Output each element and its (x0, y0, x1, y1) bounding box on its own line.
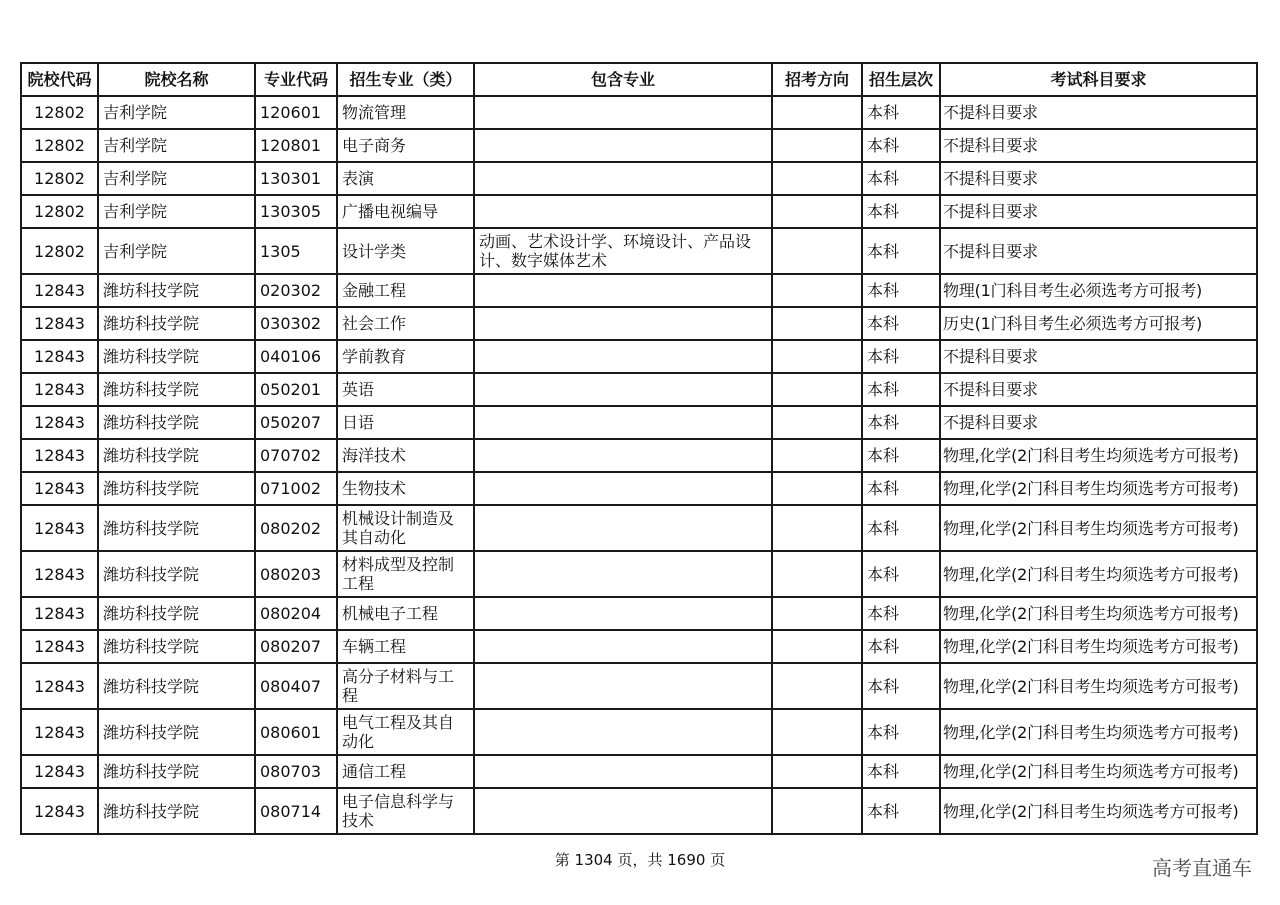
included-majors-cell (474, 373, 772, 406)
table-row (21, 195, 1257, 228)
level-cell: 本科 (862, 551, 940, 597)
level-cell: 本科 (862, 788, 940, 834)
major-cell: 设计学类 (337, 228, 474, 274)
table-row (21, 373, 1257, 406)
direction-cell (772, 755, 862, 788)
table-row (21, 663, 1257, 709)
major-code-cell: 030302 (255, 307, 337, 340)
included-majors-cell: 动画、艺术设计学、环境设计、产品设计、数字媒体艺术 (474, 228, 772, 274)
major-cell: 车辆工程 (337, 630, 474, 663)
major-code-cell: 080714 (255, 788, 337, 834)
direction-cell (772, 472, 862, 505)
included-majors-cell (474, 709, 772, 755)
level-cell: 本科 (862, 373, 940, 406)
included-majors-cell (474, 755, 772, 788)
table-row (21, 788, 1257, 834)
level-cell: 本科 (862, 340, 940, 373)
school-name-cell: 潍坊科技学院 (98, 340, 255, 373)
page-number: 第 1304 页，共 1690 页 (554, 851, 726, 869)
school-name-cell: 潍坊科技学院 (98, 709, 255, 755)
table-row (21, 472, 1257, 505)
requirement-cell: 物理,化学(2门科目考生均须选考方可报考) (940, 505, 1257, 551)
table-body (21, 96, 1257, 834)
level-cell: 本科 (862, 129, 940, 162)
direction-cell (772, 129, 862, 162)
table-row (21, 439, 1257, 472)
major-code-cell: 070702 (255, 439, 337, 472)
school-name-cell: 潍坊科技学院 (98, 788, 255, 834)
school-code-cell: 12843 (21, 755, 98, 788)
school-name-cell: 潍坊科技学院 (98, 373, 255, 406)
header-major-code: 专业代码 (255, 63, 337, 96)
table-row (21, 96, 1257, 129)
requirement-cell: 不提科目要求 (940, 340, 1257, 373)
direction-cell (772, 630, 862, 663)
school-name-cell: 潍坊科技学院 (98, 755, 255, 788)
major-code-cell: 020302 (255, 274, 337, 307)
requirement-cell: 物理(1门科目考生必须选考方可报考) (940, 274, 1257, 307)
major-cell: 电子信息科学与技术 (337, 788, 474, 834)
included-majors-cell (474, 96, 772, 129)
direction-cell (772, 96, 862, 129)
requirement-cell: 不提科目要求 (940, 373, 1257, 406)
direction-cell (772, 788, 862, 834)
school-code-cell: 12843 (21, 551, 98, 597)
major-code-cell: 080601 (255, 709, 337, 755)
requirement-cell: 物理,化学(2门科目考生均须选考方可报考) (940, 597, 1257, 630)
school-name-cell: 潍坊科技学院 (98, 630, 255, 663)
requirement-cell: 物理,化学(2门科目考生均须选考方可报考) (940, 788, 1257, 834)
major-cell: 电子商务 (337, 129, 474, 162)
header-included-majors: 包含专业 (474, 63, 772, 96)
level-cell: 本科 (862, 195, 940, 228)
school-name-cell: 潍坊科技学院 (98, 274, 255, 307)
level-cell: 本科 (862, 597, 940, 630)
table-row (21, 505, 1257, 551)
school-code-cell: 12843 (21, 340, 98, 373)
level-cell: 本科 (862, 96, 940, 129)
major-code-cell: 1305 (255, 228, 337, 274)
included-majors-cell (474, 307, 772, 340)
major-cell: 机械电子工程 (337, 597, 474, 630)
school-name-cell: 潍坊科技学院 (98, 597, 255, 630)
level-cell: 本科 (862, 307, 940, 340)
school-code-cell: 12843 (21, 439, 98, 472)
major-cell: 高分子材料与工程 (337, 663, 474, 709)
table-row (21, 307, 1257, 340)
included-majors-cell (474, 340, 772, 373)
included-majors-cell (474, 788, 772, 834)
included-majors-cell (474, 406, 772, 439)
direction-cell (772, 551, 862, 597)
major-cell: 海洋技术 (337, 439, 474, 472)
table-row (21, 162, 1257, 195)
direction-cell (772, 274, 862, 307)
requirement-cell: 不提科目要求 (940, 129, 1257, 162)
direction-cell (772, 228, 862, 274)
requirement-cell: 物理,化学(2门科目考生均须选考方可报考) (940, 755, 1257, 788)
level-cell: 本科 (862, 274, 940, 307)
watermark-text: 高考直通车 (1152, 856, 1252, 880)
major-cell: 金融工程 (337, 274, 474, 307)
table-row (21, 755, 1257, 788)
major-cell: 社会工作 (337, 307, 474, 340)
major-cell: 机械设计制造及其自动化 (337, 505, 474, 551)
major-cell: 物流管理 (337, 96, 474, 129)
included-majors-cell (474, 439, 772, 472)
table-row (21, 597, 1257, 630)
school-code-cell: 12843 (21, 788, 98, 834)
direction-cell (772, 597, 862, 630)
included-majors-cell (474, 129, 772, 162)
header-level: 招生层次 (862, 63, 940, 96)
school-code-cell: 12802 (21, 195, 98, 228)
direction-cell (772, 709, 862, 755)
requirement-cell: 历史(1门科目考生必须选考方可报考) (940, 307, 1257, 340)
school-name-cell: 潍坊科技学院 (98, 406, 255, 439)
school-name-cell: 吉利学院 (98, 195, 255, 228)
major-cell: 学前教育 (337, 340, 474, 373)
major-code-cell: 120801 (255, 129, 337, 162)
school-code-cell: 12843 (21, 663, 98, 709)
major-code-cell: 080203 (255, 551, 337, 597)
school-code-cell: 12843 (21, 597, 98, 630)
major-code-cell: 071002 (255, 472, 337, 505)
school-name-cell: 潍坊科技学院 (98, 551, 255, 597)
school-code-cell: 12843 (21, 373, 98, 406)
major-cell: 通信工程 (337, 755, 474, 788)
requirement-cell: 物理,化学(2门科目考生均须选考方可报考) (940, 472, 1257, 505)
header-row (21, 63, 1257, 96)
level-cell: 本科 (862, 709, 940, 755)
header-major: 招生专业（类） (337, 63, 474, 96)
level-cell: 本科 (862, 439, 940, 472)
table-row (21, 630, 1257, 663)
major-code-cell: 080204 (255, 597, 337, 630)
level-cell: 本科 (862, 755, 940, 788)
requirement-cell: 不提科目要求 (940, 406, 1257, 439)
included-majors-cell (474, 274, 772, 307)
header-school-code: 院校代码 (21, 63, 98, 96)
major-cell: 生物技术 (337, 472, 474, 505)
included-majors-cell (474, 195, 772, 228)
school-name-cell: 吉利学院 (98, 228, 255, 274)
table-row (21, 709, 1257, 755)
requirement-cell: 物理,化学(2门科目考生均须选考方可报考) (940, 630, 1257, 663)
included-majors-cell (474, 162, 772, 195)
direction-cell (772, 307, 862, 340)
school-name-cell: 潍坊科技学院 (98, 663, 255, 709)
school-code-cell: 12802 (21, 96, 98, 129)
level-cell: 本科 (862, 505, 940, 551)
table-row (21, 228, 1257, 274)
school-name-cell: 潍坊科技学院 (98, 307, 255, 340)
major-cell: 材料成型及控制工程 (337, 551, 474, 597)
direction-cell (772, 663, 862, 709)
major-cell: 广播电视编导 (337, 195, 474, 228)
school-code-cell: 12843 (21, 630, 98, 663)
school-code-cell: 12843 (21, 274, 98, 307)
requirement-cell: 物理,化学(2门科目考生均须选考方可报考) (940, 709, 1257, 755)
school-name-cell: 吉利学院 (98, 162, 255, 195)
table-row (21, 551, 1257, 597)
direction-cell (772, 505, 862, 551)
requirement-cell: 不提科目要求 (940, 228, 1257, 274)
table-row (21, 340, 1257, 373)
major-cell: 英语 (337, 373, 474, 406)
major-code-cell: 080407 (255, 663, 337, 709)
direction-cell (772, 340, 862, 373)
school-code-cell: 12843 (21, 472, 98, 505)
school-code-cell: 12802 (21, 129, 98, 162)
major-code-cell: 040106 (255, 340, 337, 373)
school-code-cell: 12843 (21, 505, 98, 551)
level-cell: 本科 (862, 162, 940, 195)
included-majors-cell (474, 663, 772, 709)
header-school-name: 院校名称 (98, 63, 255, 96)
major-cell: 日语 (337, 406, 474, 439)
header-direction: 招考方向 (772, 63, 862, 96)
school-name-cell: 吉利学院 (98, 96, 255, 129)
table-row (21, 406, 1257, 439)
major-code-cell: 080703 (255, 755, 337, 788)
major-code-cell: 130301 (255, 162, 337, 195)
requirement-cell: 不提科目要求 (940, 96, 1257, 129)
level-cell: 本科 (862, 663, 940, 709)
school-name-cell: 潍坊科技学院 (98, 505, 255, 551)
school-code-cell: 12843 (21, 406, 98, 439)
direction-cell (772, 373, 862, 406)
major-cell: 表演 (337, 162, 474, 195)
table-row (21, 129, 1257, 162)
level-cell: 本科 (862, 228, 940, 274)
included-majors-cell (474, 551, 772, 597)
requirement-cell: 不提科目要求 (940, 162, 1257, 195)
included-majors-cell (474, 505, 772, 551)
included-majors-cell (474, 472, 772, 505)
included-majors-cell (474, 597, 772, 630)
direction-cell (772, 439, 862, 472)
header-requirement: 考试科目要求 (940, 63, 1257, 96)
table-header (21, 63, 1257, 96)
major-code-cell: 050201 (255, 373, 337, 406)
school-code-cell: 12843 (21, 307, 98, 340)
school-code-cell: 12843 (21, 709, 98, 755)
major-code-cell: 080202 (255, 505, 337, 551)
school-code-cell: 12802 (21, 228, 98, 274)
admissions-table (20, 62, 1258, 835)
major-code-cell: 080207 (255, 630, 337, 663)
requirement-cell: 不提科目要求 (940, 195, 1257, 228)
level-cell: 本科 (862, 472, 940, 505)
requirement-cell: 物理,化学(2门科目考生均须选考方可报考) (940, 551, 1257, 597)
school-name-cell: 潍坊科技学院 (98, 472, 255, 505)
major-code-cell: 130305 (255, 195, 337, 228)
direction-cell (772, 195, 862, 228)
school-code-cell: 12802 (21, 162, 98, 195)
direction-cell (772, 162, 862, 195)
requirement-cell: 物理,化学(2门科目考生均须选考方可报考) (940, 663, 1257, 709)
major-code-cell: 120601 (255, 96, 337, 129)
level-cell: 本科 (862, 630, 940, 663)
direction-cell (772, 406, 862, 439)
school-name-cell: 潍坊科技学院 (98, 439, 255, 472)
table-row (21, 274, 1257, 307)
major-cell: 电气工程及其自动化 (337, 709, 474, 755)
major-code-cell: 050207 (255, 406, 337, 439)
school-name-cell: 吉利学院 (98, 129, 255, 162)
included-majors-cell (474, 630, 772, 663)
requirement-cell: 物理,化学(2门科目考生均须选考方可报考) (940, 439, 1257, 472)
level-cell: 本科 (862, 406, 940, 439)
